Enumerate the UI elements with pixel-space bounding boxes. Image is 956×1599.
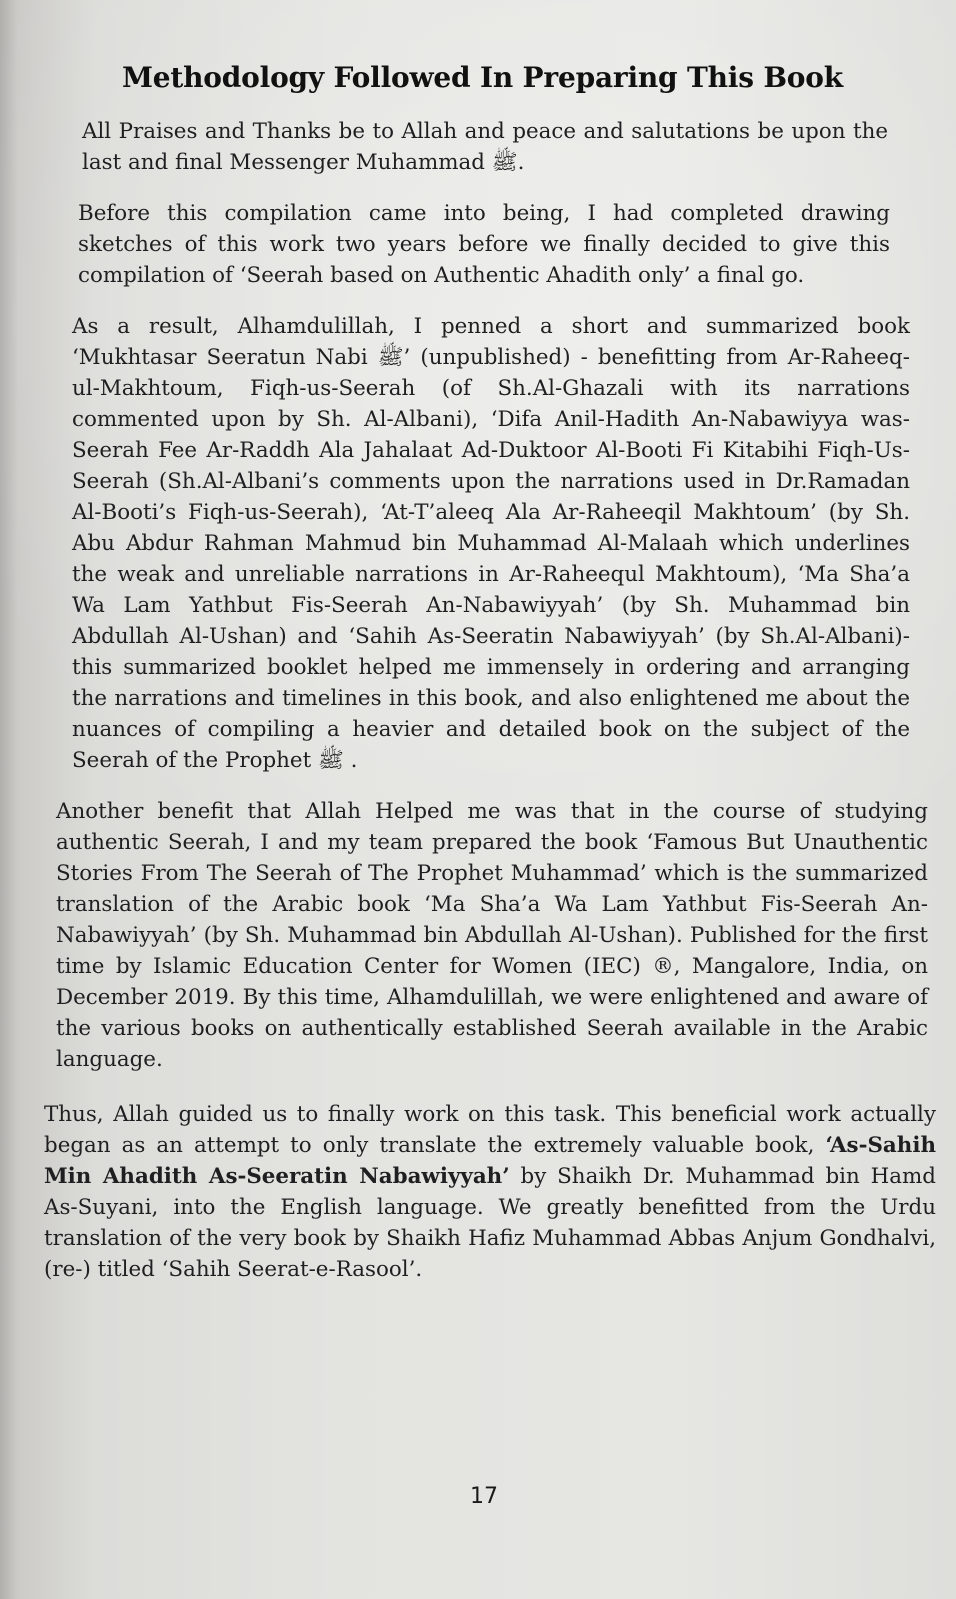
page-content [44,61,936,1305]
book-title-bold: ‘As-Sahih Min Ahadith As-Seeratin Nabawiyyah’ [44,1133,936,1190]
paragraph-sources: As a result, Alhamdulillah, I penned a short and summarized book ‘Mukhtasar Seeratun Nabi ﷺ’ (unpublished) - benefitting from Ar-Raheeq-ul-Makhtoum, Fiqh-us-Seerah (of Sh.Al-Ghazali with its narrations commented upon by Sh. Al-Albani), ‘Difa Anil-Hadith An-Nabawiyya was-Seerah Fee Ar-Raddh Ala Jahalaat Ad-Duktoor Al-Booti Fi Kitabihi Fiqh-Us-Seerah (Sh.Al-Albani’s comments upon the narrations used in Dr.Ramadan Al-Booti’s Fiqh-us-Seerah), ‘At-T’aleeq Ala Ar-Raheeqil Makhtoum’ (by Sh. Abu Abdur Rahman Mahmud bin Muhammad Al-Malaah which underlines the weak and unreliable narrations in Ar-Raheequl Makhtoum), ‘Ma Sha’a Wa Lam Yathbut Fis-Seerah An-Nabawiyyah’ (by Sh. Muhammad bin Abdullah Al-Ushan) and ‘Sahih As-Seeratin Nabawiyyah’ (by Sh.Al-Albani)- this summarized booklet helped me immensely in ordering and arranging the narrations and timelines in this book, and also enlightened me about the nuances of compiling a heavier and detailed book on the subject of the Seerah of the Prophet ﷺ . [72,314,910,774]
paragraph-opening: All Praises and Thanks be to Allah and peace and salutations be upon the last and final Messenger Muhammad ﷺ. [82,119,888,176]
paragraph-benefit: Another benefit that Allah Helped me was that in the course of studying authentic Seerah, I and my team prepared the book ‘Famous But Unauthentic Stories From The Seerah of The Prophet Muhammad’ which is the summarized translation of the Arabic book ‘Ma Sha’a Wa Lam Yathbut Fis-Seerah An-Nabawiyyah’ (by Sh. Muhammad bin Abdullah Al-Ushan). Published for the first time by Islamic Education Center for Women (IEC) ®, Mangalore, India, on December 2019. By this time, Alhamdulillah, we were enlightened and aware of the various books on authentically established Seerah available in the Arabic language. [56,799,928,1073]
paragraph-task-guidance [44,1099,936,1285]
paragraph-task-guidance-part1: Thus, Allah guided us to finally work on this task. This beneficial work actually began as an attempt to only translate the extremely valuable book, [44,1102,936,1159]
page-title: Methodology Followed In Preparing This Book [122,61,843,94]
paragraph-task-guidance-part2: by Shaikh Dr. Muhammad bin Hamd As-Suyani, into the English language. We greatly benefitted from the Urdu translation of the very book by Shaikh Hafiz Muhammad Abbas Anjum Gondhalvi, (re-) titled ‘Sahih Seerat-e-Rasool’. [44,1164,936,1283]
paragraph-compilation-background: Before this compilation came into being, I had completed drawing sketches of this work two years before we finally decided to give this compilation of ‘Seerah based on Authentic Ahadith only’ a final go. [78,201,890,289]
page-number: 17 [470,1484,498,1509]
